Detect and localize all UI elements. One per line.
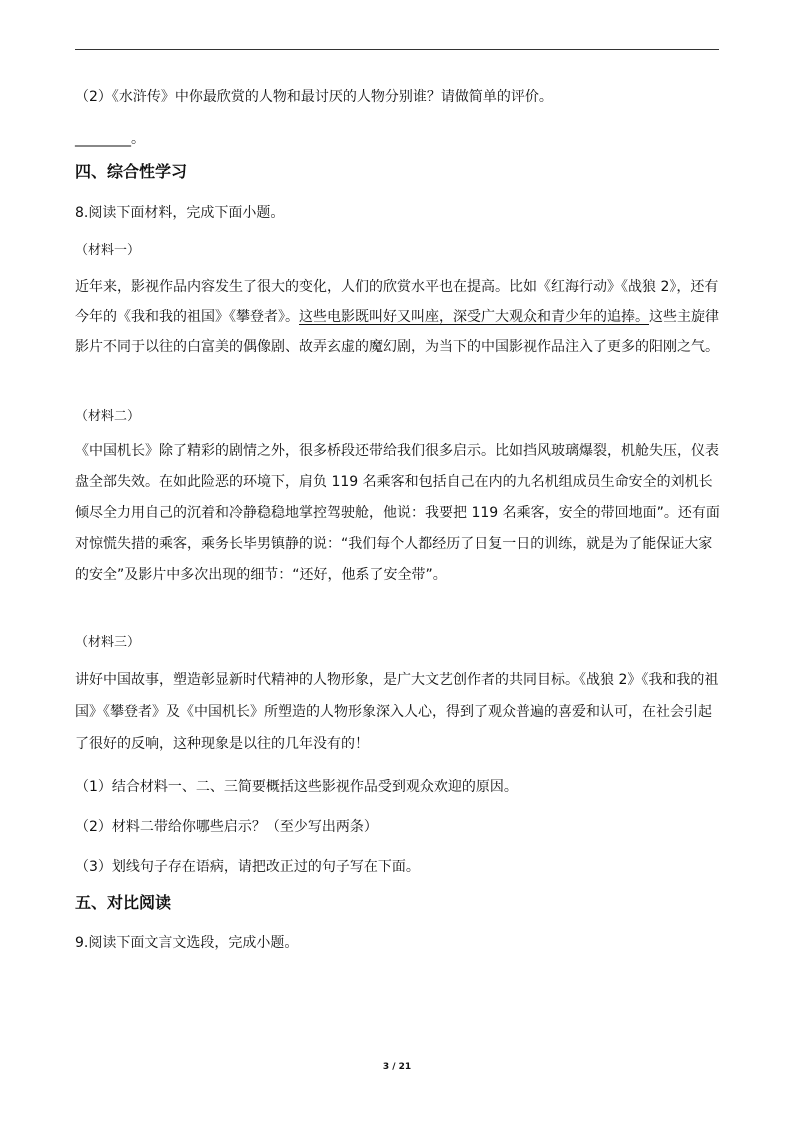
q8-sub1: （1）结合材料一、二、三简要概括这些影视作品受到观众欢迎的原因。 (75, 779, 518, 795)
material1-text-a: 近年来，影视作品内容发生了很大的变化，人们的欣赏水平也在提高。比如《红海行动》《战狼 2》，还有今年的《我和我的祖国》《攀登者》。 (75, 279, 719, 325)
material3-label: （材料三） (75, 635, 141, 650)
q7-part2: （2）《水浒传》中你最欣赏的人物和最讨厌的人物分别谁？请做简单的评价。 (75, 89, 553, 105)
q8-sub2: （2）材料二带给你哪些启示？（至少写出两条） (75, 819, 378, 835)
material1-text-b: 这些主旋律影片不同于以往的白富美的偶像剧、故弄玄虚的魔幻剧，为当下的中国影视作品注入了更多的阳刚之气。 (75, 309, 719, 355)
material2-text: 《中国机长》除了精彩的剧情之外，很多桥段还带给我们很多启示。比如挡风玻璃爆裂，机舱失压，仪表盘全部失效。在如此险恶的环境下，肩负 119 名乘客和包括自己在内的九名机组成员生命安全的刘机长倾尽全力用自己的沉着和冷静稳稳地掌控驾驶舱，他说：我要把 119 名乘客，安全的带回地面”。还有面对惊慌失措的乘客，乘务长毕男镇静的说：“我们每个人都经历了日复一日的训练，就是为了能保证大家的安全”及影片中多次出现的细节：“还好，他系了安全带”。 (75, 443, 720, 583)
underlined-sentence: 这些电影既叫好又叫座，深受广大观众和青少年的追捧。 (299, 309, 649, 325)
answer-blank: ________。 (75, 131, 145, 147)
q8-sub3: （3）划线句子存在语病，请把改正过的句子写在下面。 (75, 859, 420, 875)
section5-title: 五、对比阅读 (75, 893, 172, 912)
material3-text: 讲好中国故事，塑造彰显新时代精神的人物形象，是广大文艺创作者的共同目标。《战狼 2》《我和我的祖国》《攀登者》及《中国机长》所塑造的人物形象深入人心，得到了观众普遍的喜爱和认可，在社会引起了很好的反响，这种现象是以往的几年没有的！ (75, 672, 719, 752)
q9-stem: 9.阅读下面文言文选段，完成小题。 (75, 935, 299, 951)
page-number: 3 / 21 (382, 1062, 412, 1072)
material1-text (75, 272, 721, 362)
q8-stem: 8.阅读下面材料，完成下面小题。 (75, 205, 285, 221)
material2-label: （材料二） (75, 409, 141, 424)
header-rule (75, 49, 719, 50)
section4-title: 四、综合性学习 (75, 162, 188, 181)
material1-label: （材料一） (75, 243, 141, 258)
